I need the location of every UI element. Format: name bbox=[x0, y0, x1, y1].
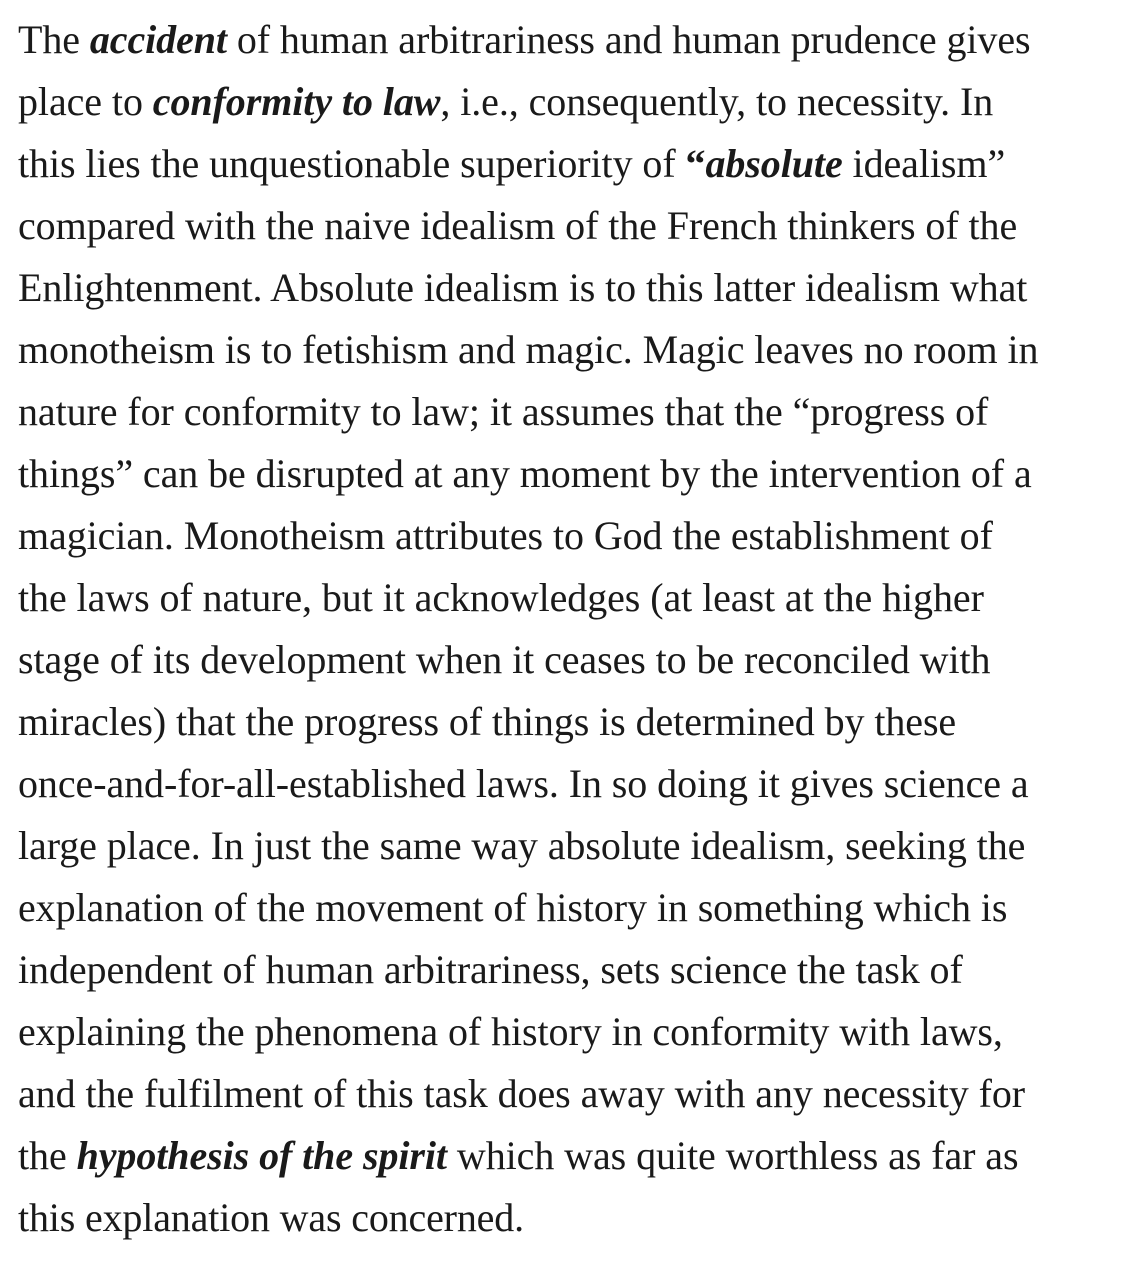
text-line-10 bbox=[18, 567, 1128, 629]
emphasis-accident: accident bbox=[89, 17, 227, 62]
text-run: large place. In just the same way absolute idealism, seeking the bbox=[18, 823, 1026, 868]
text-line-1 bbox=[18, 9, 1128, 71]
text-line-2 bbox=[18, 71, 1128, 133]
text-run: miracles) that the progress of things is determined by these bbox=[18, 699, 957, 744]
text-run: which was quite worthless as far as bbox=[446, 1133, 1019, 1178]
text-run: compared with the naive idealism of the French thinkers of the bbox=[18, 203, 1018, 248]
text-line-9 bbox=[18, 505, 1128, 567]
text-run: explaining the phenomena of history in conformity with laws, bbox=[18, 1009, 1003, 1054]
text-run: explanation of the movement of history in something which is bbox=[18, 885, 1008, 930]
text-line-18 bbox=[18, 1063, 1128, 1125]
text-run: , i.e., consequently, to necessity. In bbox=[440, 79, 994, 124]
text-line-4 bbox=[18, 195, 1128, 257]
emphasis-absolute: absolute bbox=[705, 141, 843, 186]
emphasis-hypothesis-of-the-spirit: hypothesis of the spirit bbox=[76, 1133, 447, 1178]
text-line-20 bbox=[18, 1187, 1128, 1249]
text-line-12 bbox=[18, 691, 1128, 753]
text-line-17 bbox=[18, 1001, 1128, 1063]
text-run: stage of its development when it ceases to be reconciled with bbox=[18, 637, 991, 682]
text-line-16 bbox=[18, 939, 1128, 1001]
text-run: The bbox=[18, 17, 90, 62]
text-line-19 bbox=[18, 1125, 1128, 1187]
text-line-15 bbox=[18, 877, 1128, 939]
text-run: once-and-for-all-established laws. In so doing it gives science a bbox=[18, 761, 1029, 806]
document-body bbox=[18, 9, 1128, 1249]
text-run: this lies the unquestionable superiority of bbox=[18, 141, 686, 186]
text-line-3 bbox=[18, 133, 1128, 195]
text-run: the laws of nature, but it acknowledges (at least at the higher bbox=[18, 575, 984, 620]
text-run: things” can be disrupted at any moment by the intervention of a bbox=[18, 451, 1032, 496]
text-run: magician. Monotheism attributes to God the establishment of bbox=[18, 513, 993, 558]
text-line-7 bbox=[18, 381, 1128, 443]
text-run: of human arbitrariness and human prudence gives bbox=[226, 17, 1031, 62]
text-run: independent of human arbitrariness, sets science the task of bbox=[18, 947, 963, 992]
emphasis-conformity-to-law: conformity to law bbox=[152, 79, 441, 124]
text-run: the bbox=[18, 1133, 77, 1178]
text-run: and the fulfilment of this task does away with any necessity for bbox=[18, 1071, 1025, 1116]
text-run: nature for conformity to law; it assumes that the “progress of bbox=[18, 389, 989, 434]
text-run: Enlightenment. Absolute idealism is to this latter idealism what bbox=[18, 265, 1028, 310]
text-run: idealism” bbox=[842, 141, 1006, 186]
text-line-8 bbox=[18, 443, 1128, 505]
open-quote: “ bbox=[685, 141, 706, 186]
text-run: monotheism is to fetishism and magic. Magic leaves no room in bbox=[18, 327, 1039, 372]
text-run: this explanation was concerned. bbox=[18, 1195, 524, 1240]
text-line-11 bbox=[18, 629, 1128, 691]
text-line-5 bbox=[18, 257, 1128, 319]
text-line-6 bbox=[18, 319, 1128, 381]
text-run: place to bbox=[18, 79, 153, 124]
text-line-13 bbox=[18, 753, 1128, 815]
text-line-14 bbox=[18, 815, 1128, 877]
